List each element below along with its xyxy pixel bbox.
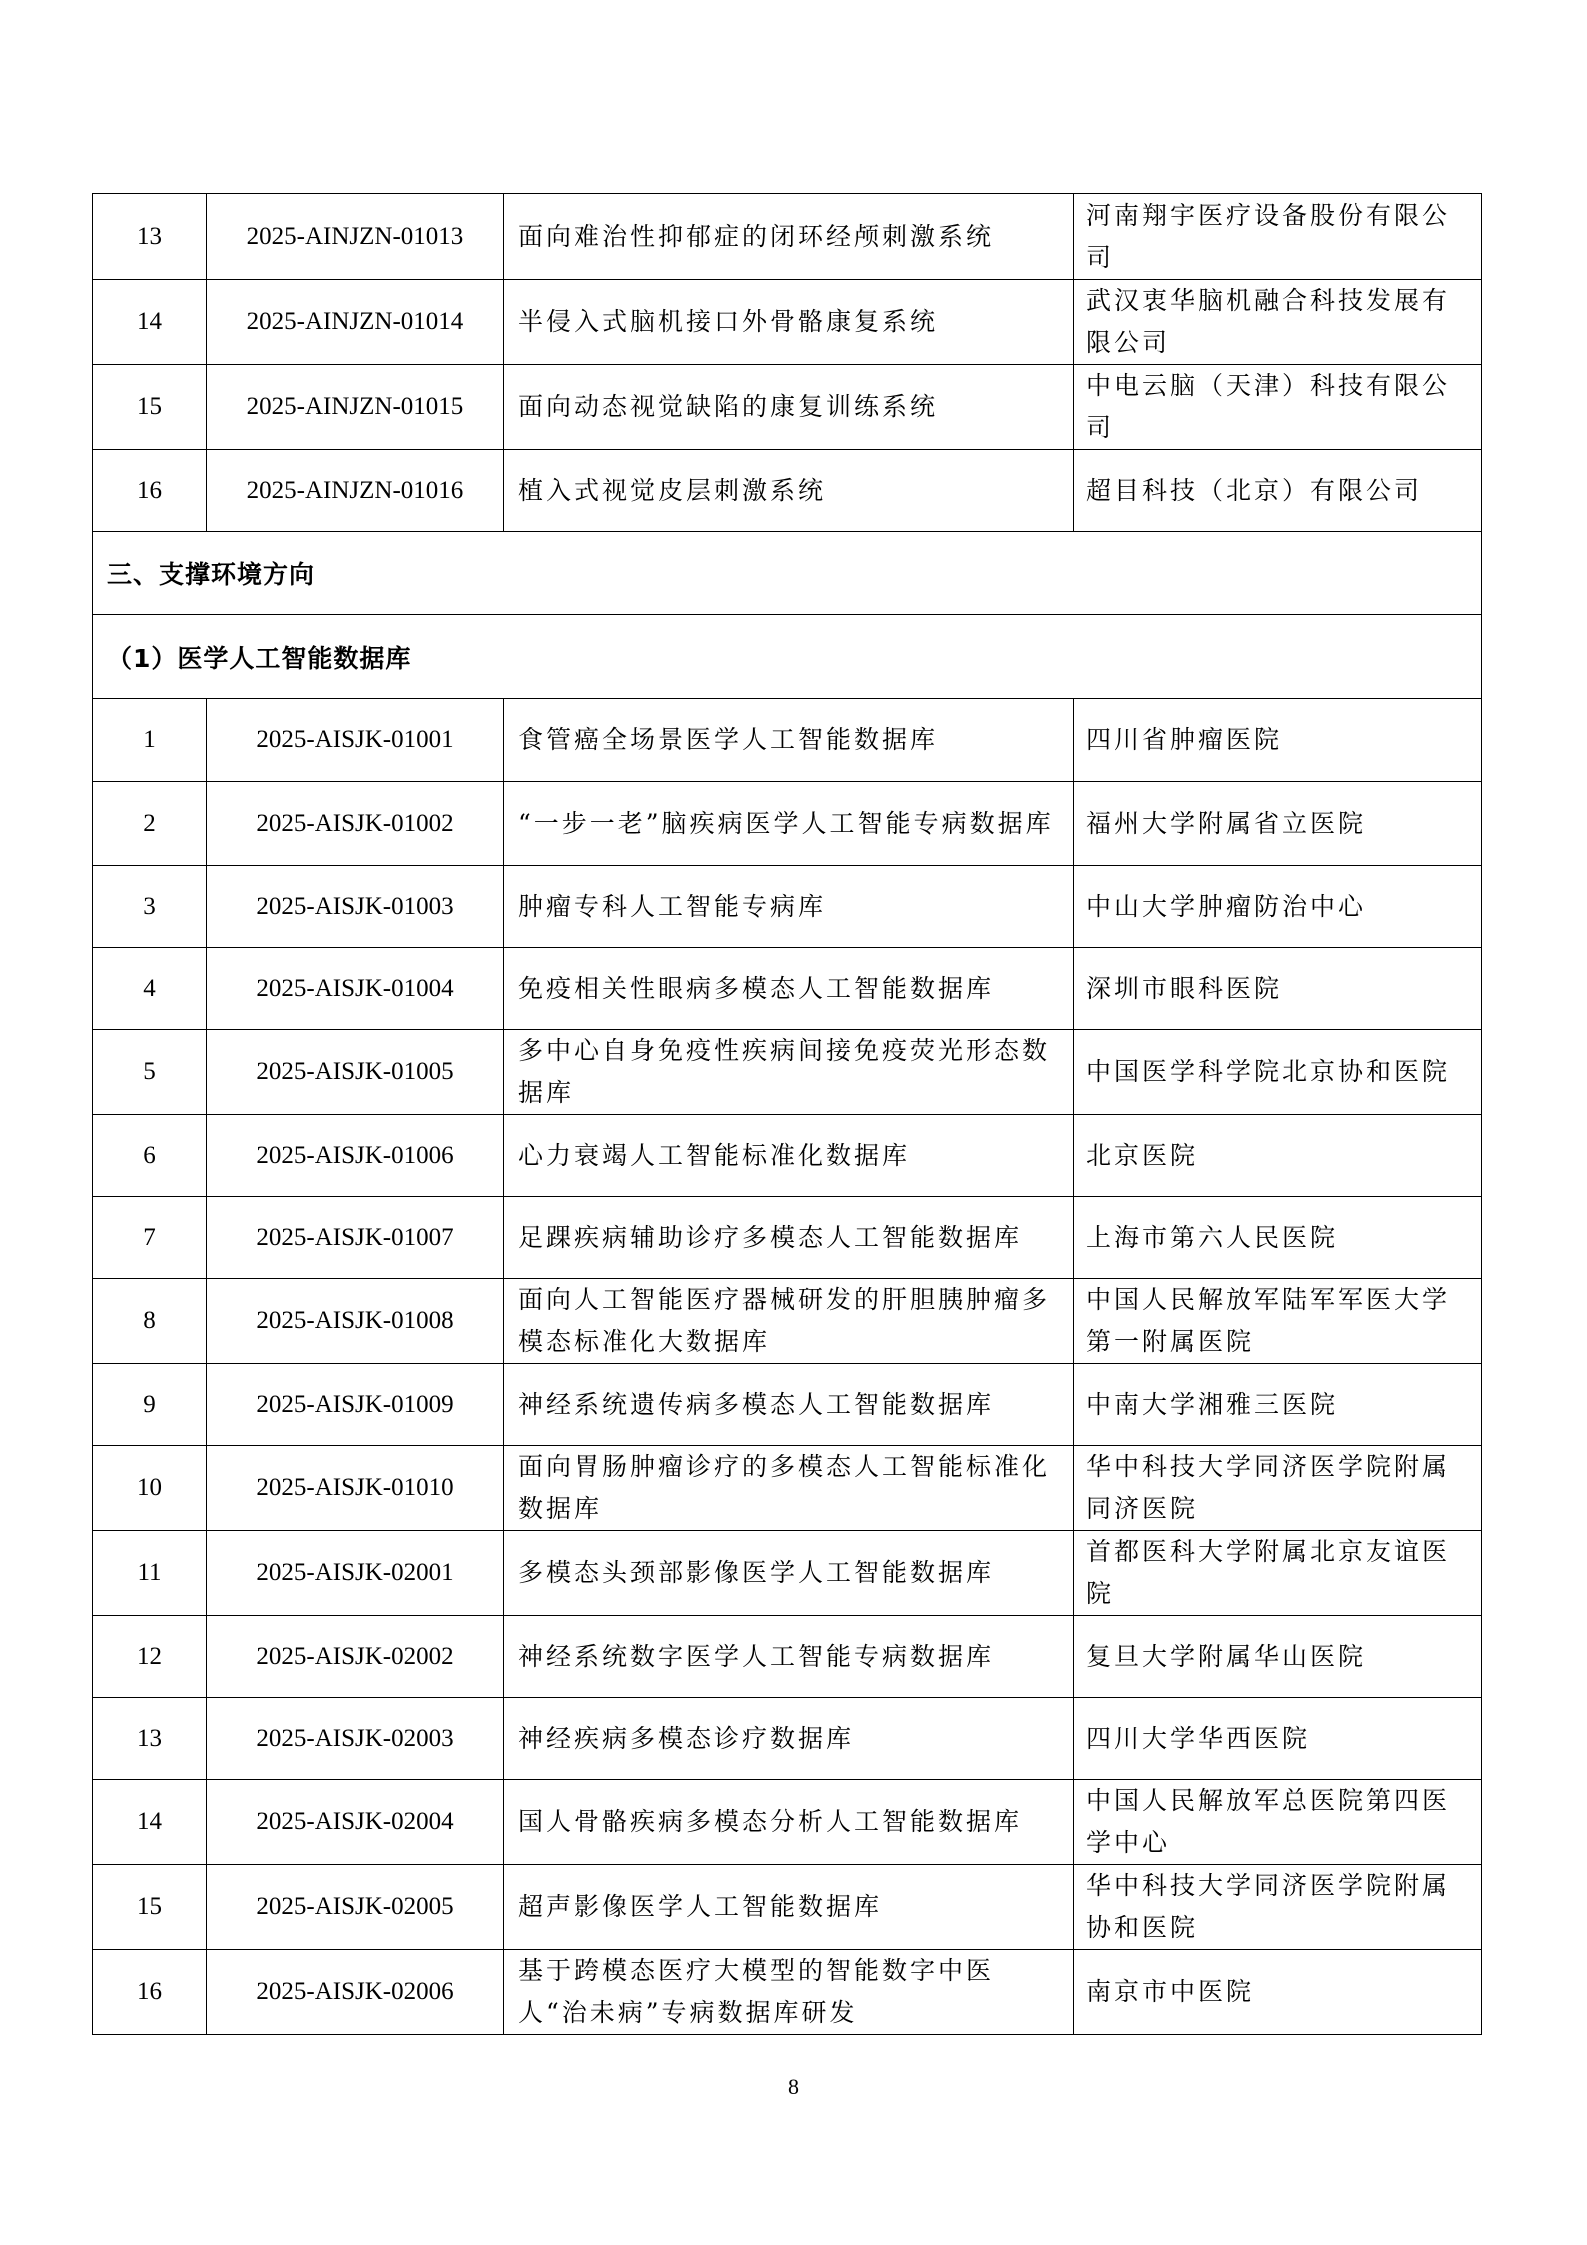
organization: 上海市第六人民医院 [1074,1197,1482,1279]
project-name: 多中心自身免疫性疾病间接免疫荧光形态数据库 [504,1030,1074,1115]
project-name: 国人骨骼疾病多模态分析人工智能数据库 [504,1780,1074,1865]
organization: 四川大学华西医院 [1074,1698,1482,1780]
organization: 深圳市眼科医院 [1074,948,1482,1030]
project-code: 2025-AINJZN-01016 [207,450,504,532]
section-heading-row [93,532,1482,615]
row-number: 16 [93,450,207,532]
project-code: 2025-AISJK-01010 [207,1446,504,1531]
project-code: 2025-AISJK-01005 [207,1030,504,1115]
project-name: 免疫相关性眼病多模态人工智能数据库 [504,948,1074,1030]
project-code: 2025-AISJK-01006 [207,1115,504,1197]
organization: 中南大学湘雅三医院 [1074,1364,1482,1446]
row-number: 9 [93,1364,207,1446]
project-name: 面向胃肠肿瘤诊疗的多模态人工智能标准化数据库 [504,1446,1074,1531]
project-code: 2025-AISJK-02002 [207,1616,504,1698]
organization: 超目科技（北京）有限公司 [1074,450,1482,532]
project-code: 2025-AISJK-01003 [207,866,504,948]
table-row [93,782,1482,866]
project-code: 2025-AINJZN-01014 [207,280,504,365]
table-row [93,1279,1482,1364]
project-name: 基于跨模态医疗大模型的智能数字中医人“治未病”专病数据库研发 [504,1950,1074,2035]
project-code: 2025-AISJK-01004 [207,948,504,1030]
project-code: 2025-AINJZN-01013 [207,194,504,280]
project-name: 足踝疾病辅助诊疗多模态人工智能数据库 [504,1197,1074,1279]
project-name: 食管癌全场景医学人工智能数据库 [504,699,1074,782]
row-number: 16 [93,1950,207,2035]
project-name: 神经系统数字医学人工智能专病数据库 [504,1616,1074,1698]
table-row [93,1950,1482,2035]
table-row [93,1780,1482,1865]
table-row [93,1030,1482,1115]
table-row [93,280,1482,365]
project-name: 神经系统遗传病多模态人工智能数据库 [504,1364,1074,1446]
project-name: 心力衰竭人工智能标准化数据库 [504,1115,1074,1197]
organization: 河南翔宇医疗设备股份有限公司 [1074,194,1482,280]
project-name: 面向难治性抑郁症的闭环经颅刺激系统 [504,194,1074,280]
project-name: 植入式视觉皮层刺激系统 [504,450,1074,532]
project-code: 2025-AISJK-02001 [207,1531,504,1616]
table-row [93,866,1482,948]
project-code: 2025-AISJK-01007 [207,1197,504,1279]
project-code: 2025-AISJK-02005 [207,1865,504,1950]
row-number: 5 [93,1030,207,1115]
project-name: 神经疾病多模态诊疗数据库 [504,1698,1074,1780]
organization: 四川省肿瘤医院 [1074,699,1482,782]
project-list-table [92,193,1482,2035]
project-code: 2025-AISJK-01009 [207,1364,504,1446]
table-row [93,1531,1482,1616]
project-code: 2025-AISJK-01001 [207,699,504,782]
table-row [93,1616,1482,1698]
organization: 中国人民解放军总医院第四医学中心 [1074,1780,1482,1865]
table-row [93,365,1482,450]
organization: 中山大学肿瘤防治中心 [1074,866,1482,948]
project-code: 2025-AINJZN-01015 [207,365,504,450]
table-row [93,194,1482,280]
organization: 华中科技大学同济医学院附属协和医院 [1074,1865,1482,1950]
table-row [93,948,1482,1030]
table-row [93,450,1482,532]
organization: 中国人民解放军陆军军医大学第一附属医院 [1074,1279,1482,1364]
table-row [93,1197,1482,1279]
organization: 福州大学附属省立医院 [1074,782,1482,866]
organization: 首都医科大学附属北京友谊医院 [1074,1531,1482,1616]
row-number: 15 [93,1865,207,1950]
organization: 北京医院 [1074,1115,1482,1197]
organization: 华中科技大学同济医学院附属同济医院 [1074,1446,1482,1531]
table-row [93,1698,1482,1780]
row-number: 4 [93,948,207,1030]
project-name: 半侵入式脑机接口外骨骼康复系统 [504,280,1074,365]
row-number: 10 [93,1446,207,1531]
row-number: 6 [93,1115,207,1197]
project-name: 肿瘤专科人工智能专病库 [504,866,1074,948]
organization: 中国医学科学院北京协和医院 [1074,1030,1482,1115]
organization: 武汉衷华脑机融合科技发展有限公司 [1074,280,1482,365]
row-number: 2 [93,782,207,866]
page-number: 8 [788,2074,799,2099]
row-number: 13 [93,194,207,280]
project-code: 2025-AISJK-02006 [207,1950,504,2035]
row-number: 1 [93,699,207,782]
row-number: 14 [93,280,207,365]
row-number: 8 [93,1279,207,1364]
subsection-heading-row [93,615,1482,699]
row-number: 7 [93,1197,207,1279]
project-name: 多模态头颈部影像医学人工智能数据库 [504,1531,1074,1616]
project-name: 超声影像医学人工智能数据库 [504,1865,1074,1950]
project-code: 2025-AISJK-02004 [207,1780,504,1865]
row-number: 15 [93,365,207,450]
row-number: 3 [93,866,207,948]
section-heading: 三、支撑环境方向 [93,532,1482,615]
organization: 南京市中医院 [1074,1950,1482,2035]
row-number: 13 [93,1698,207,1780]
row-number: 14 [93,1780,207,1865]
row-number: 12 [93,1616,207,1698]
subsection-heading: （1）医学人工智能数据库 [93,615,1482,699]
table-row [93,699,1482,782]
table-row [93,1364,1482,1446]
project-name: 面向人工智能医疗器械研发的肝胆胰肿瘤多模态标准化大数据库 [504,1279,1074,1364]
project-name: 面向动态视觉缺陷的康复训练系统 [504,365,1074,450]
table-row [93,1115,1482,1197]
table-row [93,1446,1482,1531]
project-code: 2025-AISJK-01002 [207,782,504,866]
project-code: 2025-AISJK-01008 [207,1279,504,1364]
row-number: 11 [93,1531,207,1616]
project-code: 2025-AISJK-02003 [207,1698,504,1780]
table-row [93,1865,1482,1950]
organization: 中电云脑（天津）科技有限公司 [1074,365,1482,450]
project-name: “一步一老”脑疾病医学人工智能专病数据库 [504,782,1074,866]
organization: 复旦大学附属华山医院 [1074,1616,1482,1698]
